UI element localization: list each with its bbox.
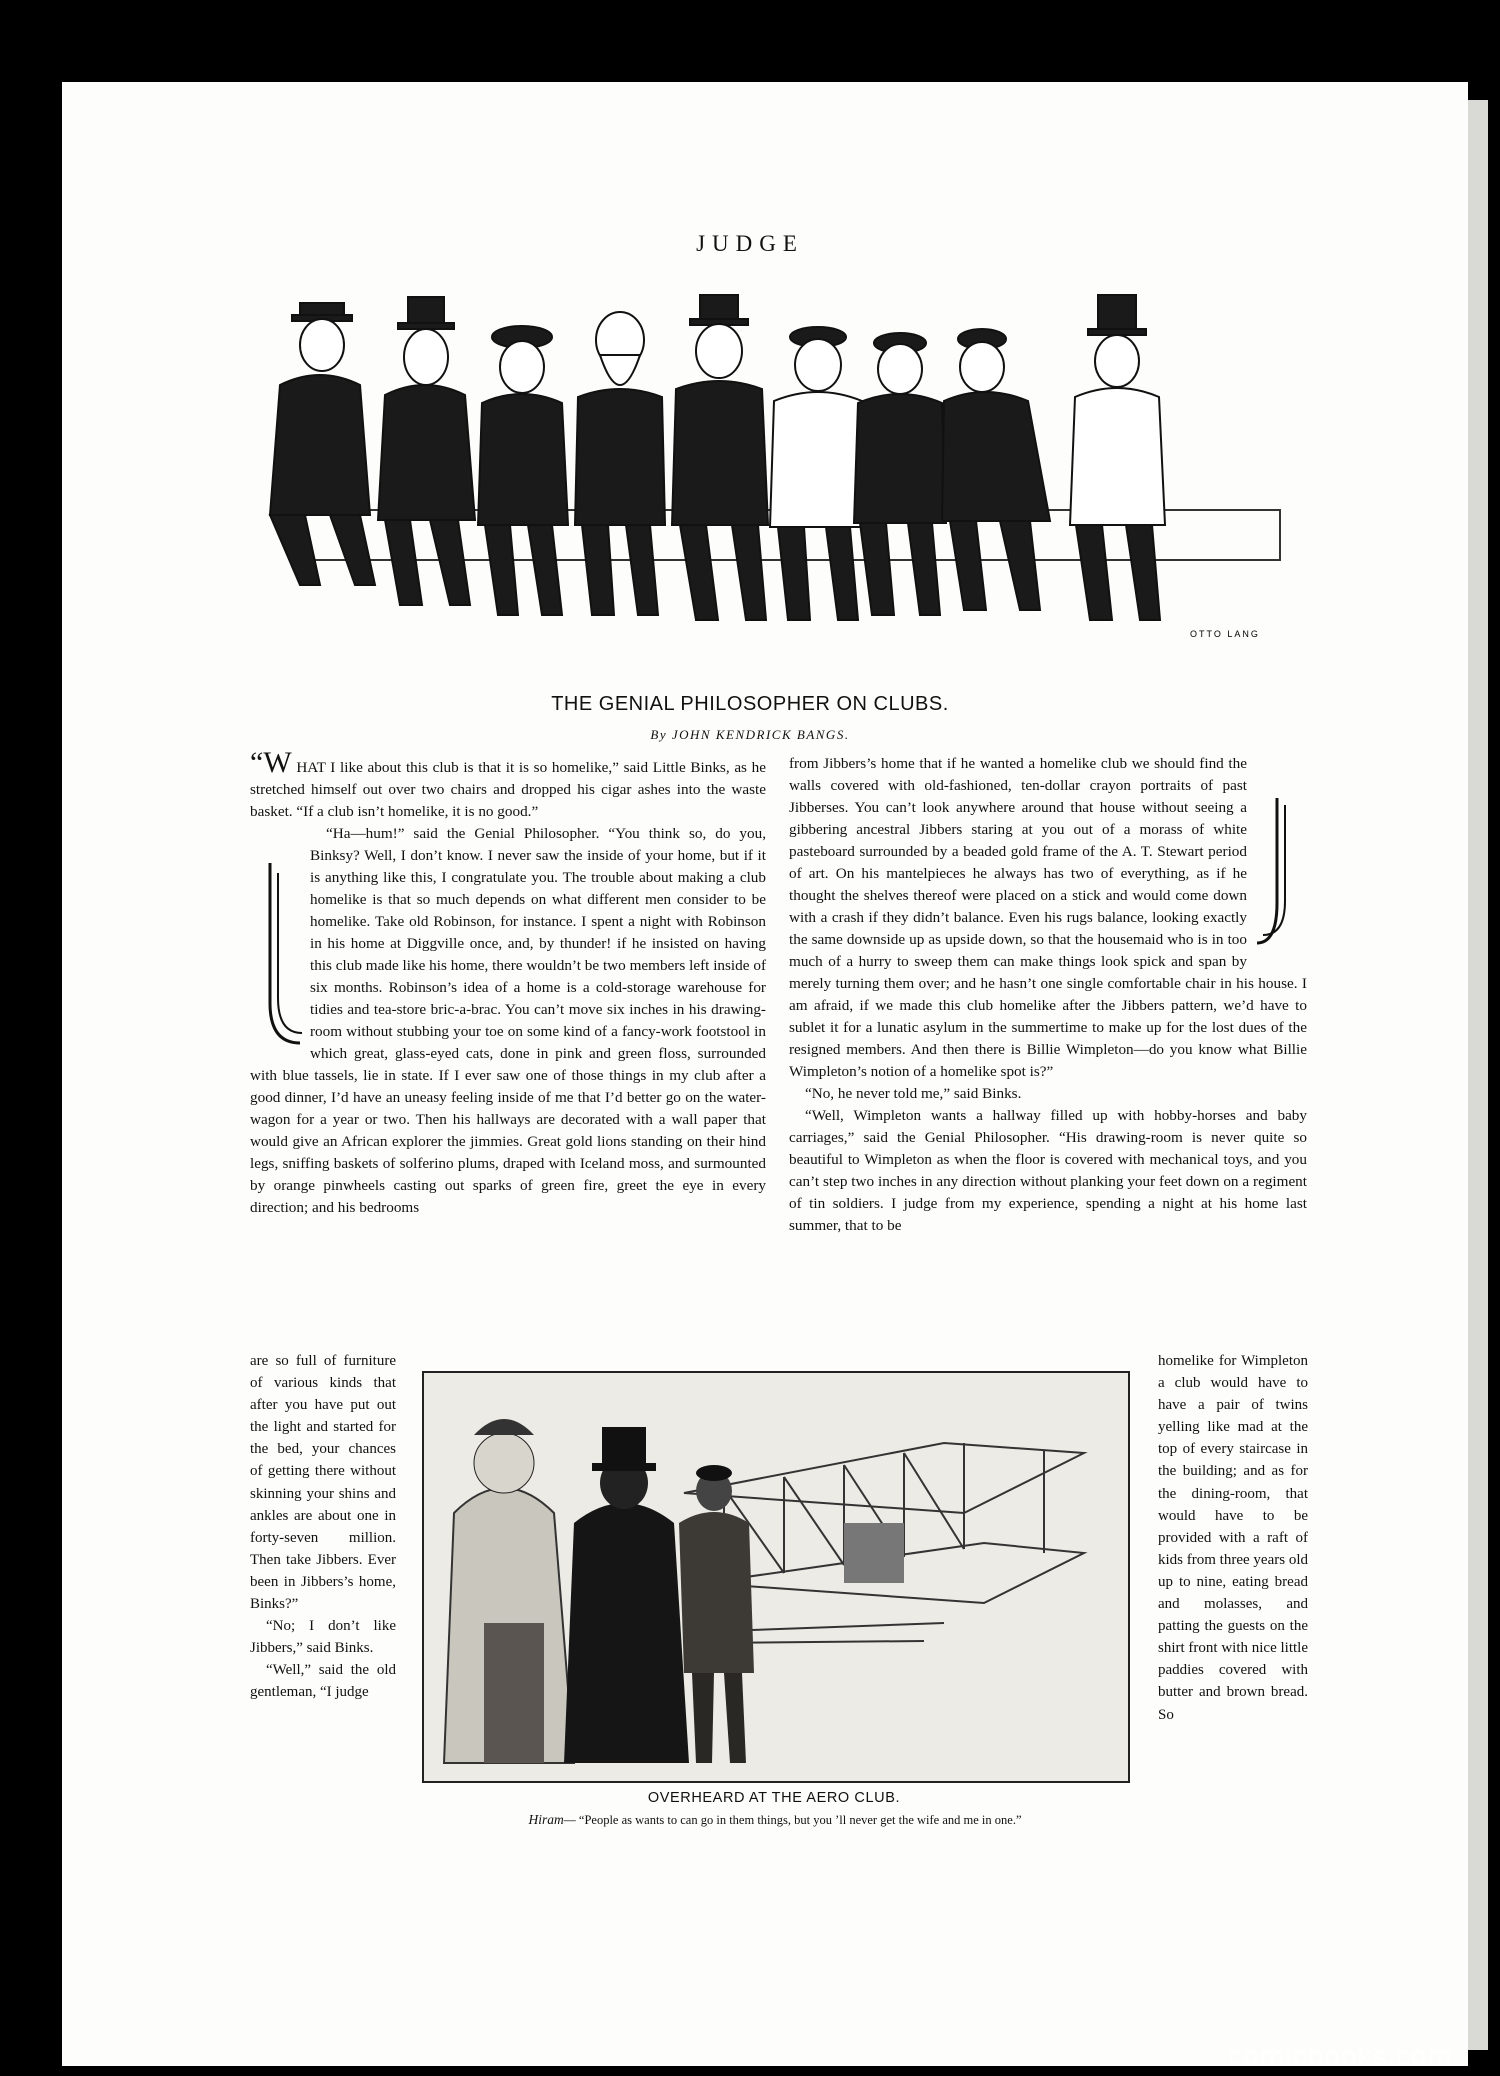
paragraph: “Well,” said the old gentleman, “I judge <box>250 1662 396 1701</box>
club-members-illustration <box>260 285 1300 655</box>
paragraph: “Ha—hum!” said the Genial Philosopher. “You think so, do you, Binksy? Well, I don’t know. I never saw the inside of your home, but if it is anything like this, I congratulate you. The trouble about making a club homelike is that so much depends on what different men consider to be homelike. Take old Robinson, for instance. I spent a night with Robinson in his home at Diggville once, and, by thunder! if he insisted on having this club made like his home, there wouldn’t be two members left inside of six months. Robinson’s idea of a home is a cold-storage warehouse for tidies and tea-store bric-a-brac. You can’t move six inches in his drawing-room without stubbing your toe on some kind of a fancy-work footstool in which great, glass-eyed cats, done in pink and green floss, surrounded with blue tassels, lie in state. If I ever saw one of those things in my club after a good dinner, I’d have an uneasy feeling inside of me that I’d better go on the water-wagon for a year or two. Then his hallways are decorated with a wall paper that would give an African explorer the jimmies. Great gold lions standing on their hind legs, sniffing baskets of solferino plums, draped with Iceland moss, and surmounted by orange pinwheels casting out sparks of green fire, greet the eye in every direction; and his bedrooms <box>250 825 766 1216</box>
paragraph: “No; I don’t like Jibbers,” said Binks. <box>250 1618 396 1657</box>
drop-cap: “W <box>250 746 292 779</box>
masthead: JUDGE <box>696 231 804 256</box>
column-2-narrow <box>1158 1350 1308 1726</box>
column-1 <box>250 746 767 1219</box>
article-title: THE GENIAL PHILOSOPHER ON CLUBS. <box>551 693 949 715</box>
column-1-narrow <box>250 1350 396 1704</box>
illustration-signature: OTTO LANG <box>1190 629 1260 639</box>
photo-caption: OVERHEARD AT THE AERO CLUB. <box>647 1790 901 1806</box>
ornament-cane-icon <box>1247 793 1307 953</box>
paragraph: HAT I like about this club is that it is so homelike,” said Little Binks, as he stretched himself out over two chairs and dropped his cigar ashes into the waste basket. “If a club isn’t homelike, it is no good.” <box>250 759 767 820</box>
page-edge-shadow <box>1468 100 1488 2050</box>
article-byline: By JOHN KENDRICK BANGS. <box>650 727 850 742</box>
photo-quote-text: “People as wants to can go in them things, but you ’ll never get the wife and me in one.” <box>578 1813 1022 1827</box>
paragraph: “Well, Wimpleton wants a hallway filled up with hobby-horses and baby carriages,” said the Genial Philosopher. “His drawing-room is never quite so beautiful to Wimpleton as when the floor is covered with mechanical toys, and you can’t step two inches in any direction without planking your feet down on a regiment of tin soldiers. I judge from my experience, spending a night at his home last summer, that to be <box>789 1107 1307 1234</box>
ornament-cane-icon <box>250 853 310 1063</box>
aero-club-photograph <box>422 1371 1130 1783</box>
photo-quote <box>410 1812 1140 1828</box>
column-2 <box>789 753 1307 1237</box>
watermark: comicbooks.com <box>1228 2042 1453 2072</box>
paragraph: “No, he never told me,” said Binks. <box>805 1085 1022 1102</box>
photo-quote-speaker: Hiram— <box>528 1812 576 1827</box>
paragraph: from Jibbers’s home that if he wanted a homelike club we should find the walls covered with old-fashioned, ten-dollar crayon portraits of past Jibberses. You can’t look anywhere around that house without seeing a gibbering ancestral Jibbers staring at you out of a morass of white pasteboard surrounded by a beaded gold frame of the A. T. Stewart period of art. On his mantelpieces he always has two of everything, as if he thought the shelves thereof were placed on a stick and would come down with a crash if they didn’t balance. Even his rugs balance, looking exactly the same downside up as upside down, so that the housemaid who is in too much of a hurry to sweep them can make things look spick and span by merely turning them over; and he hasn’t one single comfortable chair in his house. I am afraid, if we made this club homelike after the Jibbers pattern, we’d have to sublet it for a lunatic asylum in the summertime to make up for the lost dues of the resigned members. And then there is Billie Wimpleton—do you know what Billie Wimpleton’s notion of a homelike spot is?” <box>789 755 1307 1080</box>
paragraph: homelike for Wimpleton a club would have to have a pair of twins yelling like mad at the top of every staircase in the building; and as for the dining-room, that would have to be provided with a raft of kids from three years old up to nine, eating bread and molasses, and patting the guests on the shirt front with nice little paddies covered with butter and brown bread. So <box>1158 1353 1308 1723</box>
paragraph: are so full of furniture of various kinds that after you have put out the light and started for the bed, your chances of getting there without skinning your shins and ankles are about one in forty-seven million. Then take Jibbers. Ever been in Jibbers’s home, Binks?” <box>250 1353 396 1613</box>
